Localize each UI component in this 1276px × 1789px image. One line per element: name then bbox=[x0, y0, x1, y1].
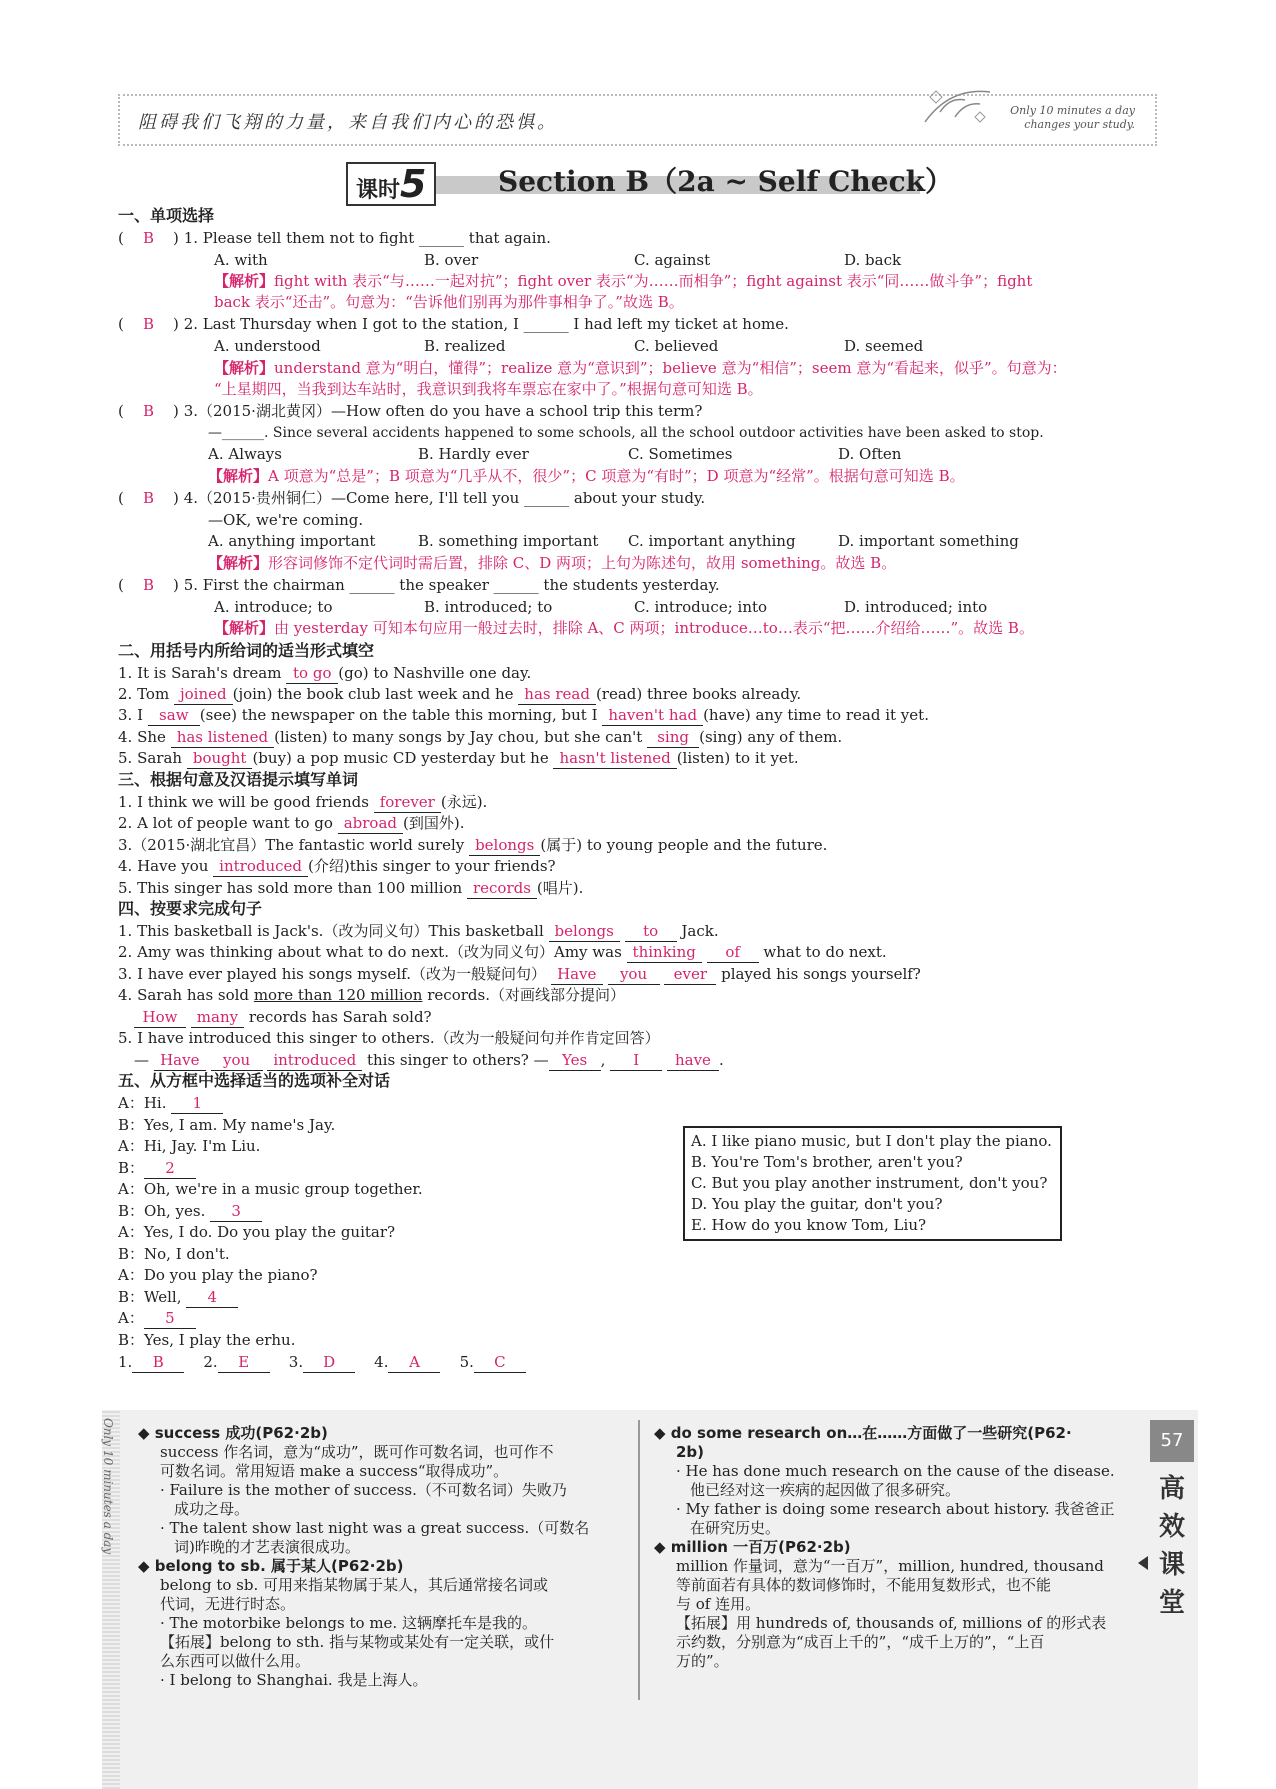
q1-option-b: B. over bbox=[424, 251, 479, 269]
q1-explanation bbox=[214, 271, 1032, 291]
p4-item-3: 3. I have ever played his songs myself.（改为一般疑问句） Have you ever played his songs yourself? bbox=[118, 965, 921, 983]
q2-option-d: D. seemed bbox=[844, 337, 924, 355]
q2-stem: 2. Last Thursday when I got to the station, I ______ I had left my ticket at home. bbox=[183, 315, 789, 333]
q4-exp-line1: 形容词修饰不定代词时需后置，排除 C、D 两项；上句为陈述句，故用 something。故选 B。 bbox=[268, 554, 897, 572]
p2-item-4: 4. She has listened (listen) to many songs by Jay chou, but she can't sing (sing) any of them. bbox=[118, 728, 843, 746]
q4-option-d: D. important something bbox=[838, 532, 1019, 550]
q4-stem-2: —OK, we're coming. bbox=[208, 511, 364, 529]
q2-options bbox=[214, 336, 1054, 356]
q3-options bbox=[208, 444, 1048, 464]
q4-explanation bbox=[208, 553, 896, 573]
q1-options bbox=[214, 250, 1054, 270]
lesson-badge-number: 5 bbox=[400, 162, 427, 206]
box-option-a: A. I like piano music, but I don't play the piano. bbox=[691, 1132, 1052, 1150]
q4-answer: B bbox=[142, 489, 154, 507]
p3-4-blank: introduced bbox=[213, 856, 308, 877]
dialog-line-9: A：Do you play the piano? bbox=[118, 1266, 318, 1284]
side-label: 高 效 课 堂 bbox=[1158, 1474, 1185, 1618]
q5-stem: 5. First the chairman ______ the speaker ______ the students yesterday. bbox=[183, 576, 720, 594]
q2-answer: B bbox=[142, 315, 154, 333]
p2-1-blank: to go bbox=[286, 663, 338, 684]
note-research: ◆ do some research on…在……方面做了一些研究(P62· 2b) · He has done much research on the cause of the disease. 他已经对这一疾病的起因做了很多研究。 · My father is doing some research about history. 我爸爸正 在研究历史。 ◆ million 一百万(P62·2b) million 作量词，意为“一百万”，million, hundred, thousand 等前面若有具体的数词修饰时，不能用复数形式，也不能 与 of 连用。 【拓展】用 hundreds of, thousands of, millions of 的形式表 示约数，分别意为“成百上千的”，“成千上万的”，“上百 万的”。 bbox=[654, 1424, 1115, 1670]
dialog-answers: 1. B 2. E 3. D 4. A 5. C bbox=[118, 1352, 526, 1373]
p4-item-2: 2. Amy was thinking about what to do next.（改为同义句）Amy was thinking of what to do next. bbox=[118, 943, 887, 961]
q2: ( B ) 2. Last Thursday when I got to the station, I ______ I had left my ticket at home. bbox=[118, 315, 789, 333]
note-success: ◆ success 成功(P62·2b) success 作名词，意为“成功”，既可作可数名词，也可作不 可数名词。常用短语 make a success“取得成功”。 · Failure is the mother of success.（不可数名词）失败乃 成功之母。 · The talent show last night was a great success.（可数名 词)昨晚的才艺表演很成功。 ◆ belong to sb. 属于某人(P62·2b) belong to sb. 可用来指某物属于某人，其后通常接名词或 代词，无进行时态。 · The motorbike belongs to me. 这辆摩托车是我的。 【拓展】belong to sth. 指与某物或某处有一定关联，或什 么东西可以做什么用。 · I belong to Shanghai. 我是上海人。 bbox=[138, 1424, 590, 1689]
q1-explanation-2: back 表示“还击”。句意为：“告诉他们别再为那件事相争了。”故选 B。 bbox=[214, 293, 684, 311]
p3-1-blank: forever bbox=[374, 792, 441, 813]
q1-answer: B bbox=[142, 229, 154, 247]
q3-exp-line1: A 项意为“总是”；B 项意为“几乎从不，很少”；C 项意为“有时”；D 项意为“经常”。根据句意可知选 B。 bbox=[268, 467, 965, 485]
q1-exp-line1: fight with 表示“与……一起对抗”；fight over 表示“为……而相争”；fight against 表示“同……做斗争”；fight bbox=[274, 272, 1033, 290]
q2-explanation-2: “上星期四，当我到达车站时，我意识到我将车票忘在家中了。”根据句意可知选 B。 bbox=[214, 380, 763, 398]
side-slogan: Only 10 minutes a day bbox=[101, 1418, 115, 1555]
p3-3-blank: belongs bbox=[469, 835, 540, 856]
p2-5-blank-1: bought bbox=[187, 748, 253, 769]
q2-option-a: A. understood bbox=[214, 337, 321, 355]
box-option-b: B. You're Tom's brother, aren't you? bbox=[691, 1153, 963, 1171]
q2-option-b: B. realized bbox=[424, 337, 506, 355]
q5: ( B ) 5. First the chairman ______ the speaker ______ the students yesterday. bbox=[118, 576, 720, 594]
notes-divider bbox=[638, 1420, 640, 1700]
q4-option-b: B. something important bbox=[418, 532, 599, 550]
q4: ( B ) 4.（2015·贵州铜仁）—Come here, I'll tell you ______ about your study. bbox=[118, 489, 706, 507]
q3: ( B ) 3.（2015·湖北黄冈）—How often do you have a school trip this term? bbox=[118, 402, 703, 420]
q3-exp-tag: 【解析】 bbox=[208, 467, 269, 485]
part4-heading: 四、按要求完成句子 bbox=[118, 899, 263, 918]
q5-option-c: C. introduce; into bbox=[634, 598, 768, 616]
options-box bbox=[683, 1126, 1062, 1241]
page-number-text: 57 bbox=[1160, 1430, 1184, 1451]
q3-answer: B bbox=[142, 402, 154, 420]
p2-item-3: 3. I saw (see) the newspaper on the table this morning, but I haven't had (have) any time to read it yet. bbox=[118, 706, 929, 724]
q2-explanation bbox=[214, 358, 1067, 378]
p3-2-blank: abroad bbox=[338, 813, 403, 834]
box-option-d: D. You play the guitar, don't you? bbox=[691, 1195, 943, 1213]
p2-2-blank-2: has read bbox=[518, 684, 596, 705]
motto: 阻碍我们飞翔的力量，来自我们内心的恐惧。 bbox=[138, 112, 558, 133]
lesson-badge-label: 课时 bbox=[356, 178, 401, 203]
q4-option-c: C. important anything bbox=[628, 532, 796, 550]
q4-options bbox=[208, 531, 1048, 551]
p2-3-blank-1: saw bbox=[148, 705, 200, 726]
part1-heading: 一、单项选择 bbox=[118, 206, 215, 225]
dialog-line-10: B：Well, 4 bbox=[118, 1287, 238, 1308]
p4-item-1: 1. This basketball is Jack's.（改为同义句）This basketball belongs to Jack. bbox=[118, 922, 719, 940]
dialog-line-1: A：Hi. 1 bbox=[118, 1093, 223, 1114]
q5-option-a: A. introduce; to bbox=[214, 598, 333, 616]
q2-exp-tag: 【解析】 bbox=[214, 359, 275, 377]
q3-option-c: C. Sometimes bbox=[628, 445, 733, 463]
p2-4-blank-2: sing bbox=[647, 727, 699, 748]
p4-item-5b: — Have you introduced this singer to others? — Yes , I have . bbox=[134, 1051, 724, 1069]
q1-option-d: D. back bbox=[844, 251, 902, 269]
q3-option-a: A. Always bbox=[208, 445, 282, 463]
p3-item-2: 2. A lot of people want to go abroad (到国外). bbox=[118, 814, 465, 832]
dialog-line-8: B：No, I don't. bbox=[118, 1245, 230, 1263]
q5-explanation bbox=[214, 618, 1034, 638]
q4-stem: 4.（2015·贵州铜仁）—Come here, I'll tell you ______ about your study. bbox=[183, 489, 706, 507]
q5-exp-tag: 【解析】 bbox=[214, 619, 275, 637]
p4-item-5: 5. I have introduced this singer to others.（改为一般疑问句并作肯定回答） bbox=[118, 1029, 660, 1047]
p4-item-4: 4. Sarah has sold more than 120 million records.（对画线部分提问） bbox=[118, 986, 625, 1004]
q5-option-d: D. introduced; into bbox=[844, 598, 988, 616]
p3-item-3: 3.（2015·湖北宜昌）The fantastic world surely belongs (属于) to young people and the future. bbox=[118, 836, 828, 854]
q5-exp-line1: 由 yesterday 可知本句应用一般过去时，排除 A、C 两项；introduce…to…表示“把……介绍给……”。故选 B。 bbox=[274, 619, 1034, 637]
slogan-line-1: Only 10 minutes a day bbox=[1010, 104, 1135, 117]
box-option-c: C. But you play another instrument, don't you? bbox=[691, 1174, 1048, 1192]
arrow-left-icon bbox=[1138, 1556, 1148, 1570]
q5-option-b: B. introduced; to bbox=[424, 598, 553, 616]
q5-answer: B bbox=[142, 576, 154, 594]
q4-option-a: A. anything important bbox=[208, 532, 376, 550]
p2-item-2: 2. Tom joined (join) the book club last week and he has read (read) three books already. bbox=[118, 685, 802, 703]
p3-item-4: 4. Have you introduced (介绍)this singer to your friends? bbox=[118, 857, 556, 875]
dialog-line-3: A：Hi, Jay. I'm Liu. bbox=[118, 1137, 261, 1155]
q3-explanation bbox=[208, 466, 965, 486]
page-title: Section B（2a ~ Self Check） bbox=[498, 165, 954, 198]
q1-exp-tag: 【解析】 bbox=[214, 272, 275, 290]
q3-stem-2: —______. Since several accidents happened to some schools, all the school outdoor activities have been asked to stop. bbox=[208, 425, 1044, 441]
p3-item-1: 1. I think we will be good friends forever (永远). bbox=[118, 793, 488, 811]
q1-option-a: A. with bbox=[214, 251, 268, 269]
q4-exp-tag: 【解析】 bbox=[208, 554, 269, 572]
part3-heading: 三、根据句意及汉语提示填写单词 bbox=[118, 770, 359, 789]
q2-option-c: C. believed bbox=[634, 337, 719, 355]
p2-item-1: 1. It is Sarah's dream to go (go) to Nashville one day. bbox=[118, 664, 532, 682]
p2-4-blank-1: has listened bbox=[171, 727, 274, 748]
part2-heading: 二、用括号内所给词的适当形式填空 bbox=[118, 641, 375, 660]
p2-3-blank-2: haven't had bbox=[602, 705, 703, 726]
q1-stem: 1. Please tell them not to fight ______ that again. bbox=[183, 229, 551, 247]
q3-option-d: D. Often bbox=[838, 445, 902, 463]
p3-5-blank: records bbox=[467, 878, 537, 899]
p2-5-blank-2: hasn't listened bbox=[553, 748, 676, 769]
p2-2-blank-1: joined bbox=[174, 684, 233, 705]
part5-heading: 五、从方框中选择适当的选项补全对话 bbox=[118, 1071, 391, 1090]
lesson-badge bbox=[346, 162, 436, 206]
q2-exp-line1: understand 意为“明白，懂得”；realize 意为“意识到”；believe 意为“相信”；seem 意为“看起来，似乎”。句意为： bbox=[274, 359, 1067, 377]
dialog-line-11: A： 5 bbox=[118, 1308, 196, 1329]
p4-item-4b: How many records has Sarah sold? bbox=[134, 1007, 432, 1028]
page-number bbox=[1150, 1420, 1194, 1462]
p3-item-5: 5. This singer has sold more than 100 million records (唱片). bbox=[118, 879, 584, 897]
dialog-line-7: A：Yes, I do. Do you play the guitar? bbox=[118, 1223, 396, 1241]
slogan-line-2: changes your study. bbox=[1024, 118, 1135, 131]
dialog-line-6: B：Oh, yes. 3 bbox=[118, 1201, 262, 1222]
dialog-line-12: B：Yes, I play the erhu. bbox=[118, 1331, 296, 1349]
dialog-line-4: B： 2 bbox=[118, 1158, 196, 1179]
q5-options bbox=[214, 597, 1054, 617]
dialog-line-2: B：Yes, I am. My name's Jay. bbox=[118, 1116, 336, 1134]
box-option-e: E. How do you know Tom, Liu? bbox=[691, 1216, 927, 1234]
q3-option-b: B. Hardly ever bbox=[418, 445, 529, 463]
dialog-line-5: A：Oh, we're in a music group together. bbox=[118, 1180, 423, 1198]
q1: ( B ) 1. Please tell them not to fight ______ that again. bbox=[118, 229, 551, 247]
slogan bbox=[960, 104, 1135, 132]
p2-item-5: 5. Sarah bought (buy) a pop music CD yesterday but he hasn't listened (listen) to it yet. bbox=[118, 749, 799, 767]
q1-option-c: C. against bbox=[634, 251, 711, 269]
q3-stem: 3.（2015·湖北黄冈）—How often do you have a school trip this term? bbox=[183, 402, 703, 420]
